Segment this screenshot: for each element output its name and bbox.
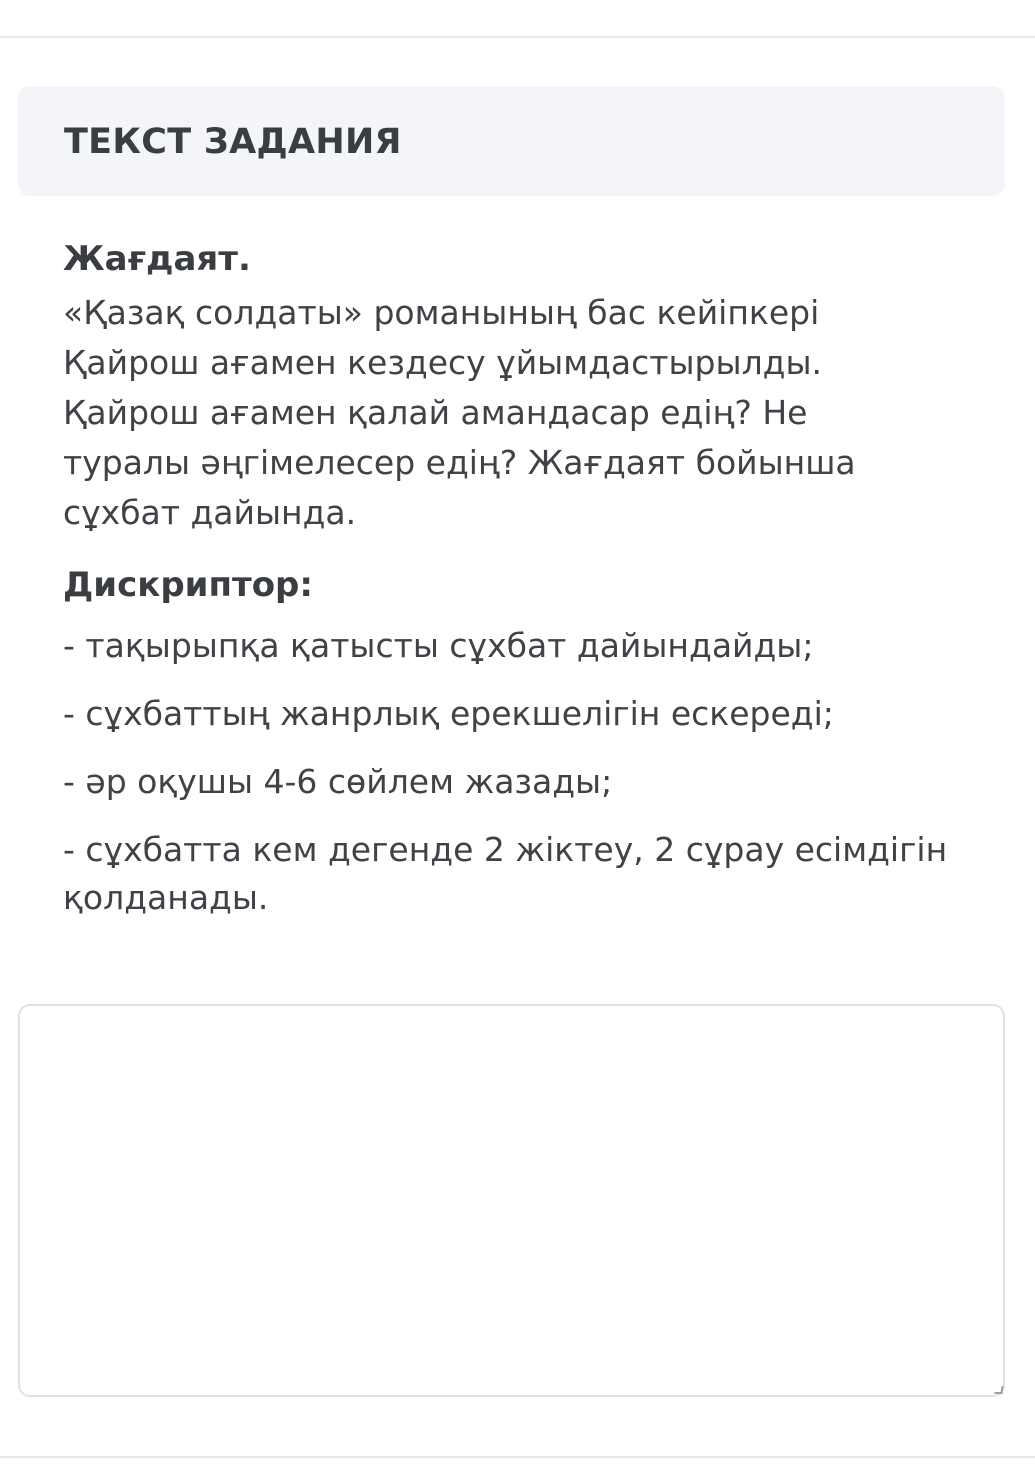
situation-heading: Жағдаят. (63, 239, 251, 279)
task-header-title: ТЕКСТ ЗАДАНИЯ (64, 122, 402, 162)
situation-text: «Қазақ солдаты» романының бас кейіпкері Қайрош ағамен кездесу ұйымдастырылды. Қайрош ағамен қалай амандасар едің? Не туралы әңгімелесер едің? Жағдаят бойынша сұхбат дайында. (63, 293, 856, 532)
task-content (63, 234, 993, 942)
descriptor-list (63, 622, 993, 922)
task-header-panel (18, 86, 1005, 196)
descriptor-item: - сұхбаттың жанрлық ерекшелігін ескереді; (63, 694, 834, 733)
descriptor-item: - әр оқушы 4-6 сөйлем жазады; (63, 762, 613, 801)
resize-handle-icon[interactable] (994, 1386, 1003, 1394)
descriptor-item: - сұхбатта кем дегенде 2 жіктеу, 2 сұрау есімдігін қолданады. (63, 830, 948, 917)
bottom-divider (0, 1456, 1035, 1458)
descriptor-heading: Дискриптор: (63, 565, 313, 605)
answer-textarea[interactable] (18, 1004, 1005, 1397)
descriptor-item: - тақырыпқа қатысты сұхбат дайындайды; (63, 626, 814, 665)
top-divider (0, 36, 1035, 38)
